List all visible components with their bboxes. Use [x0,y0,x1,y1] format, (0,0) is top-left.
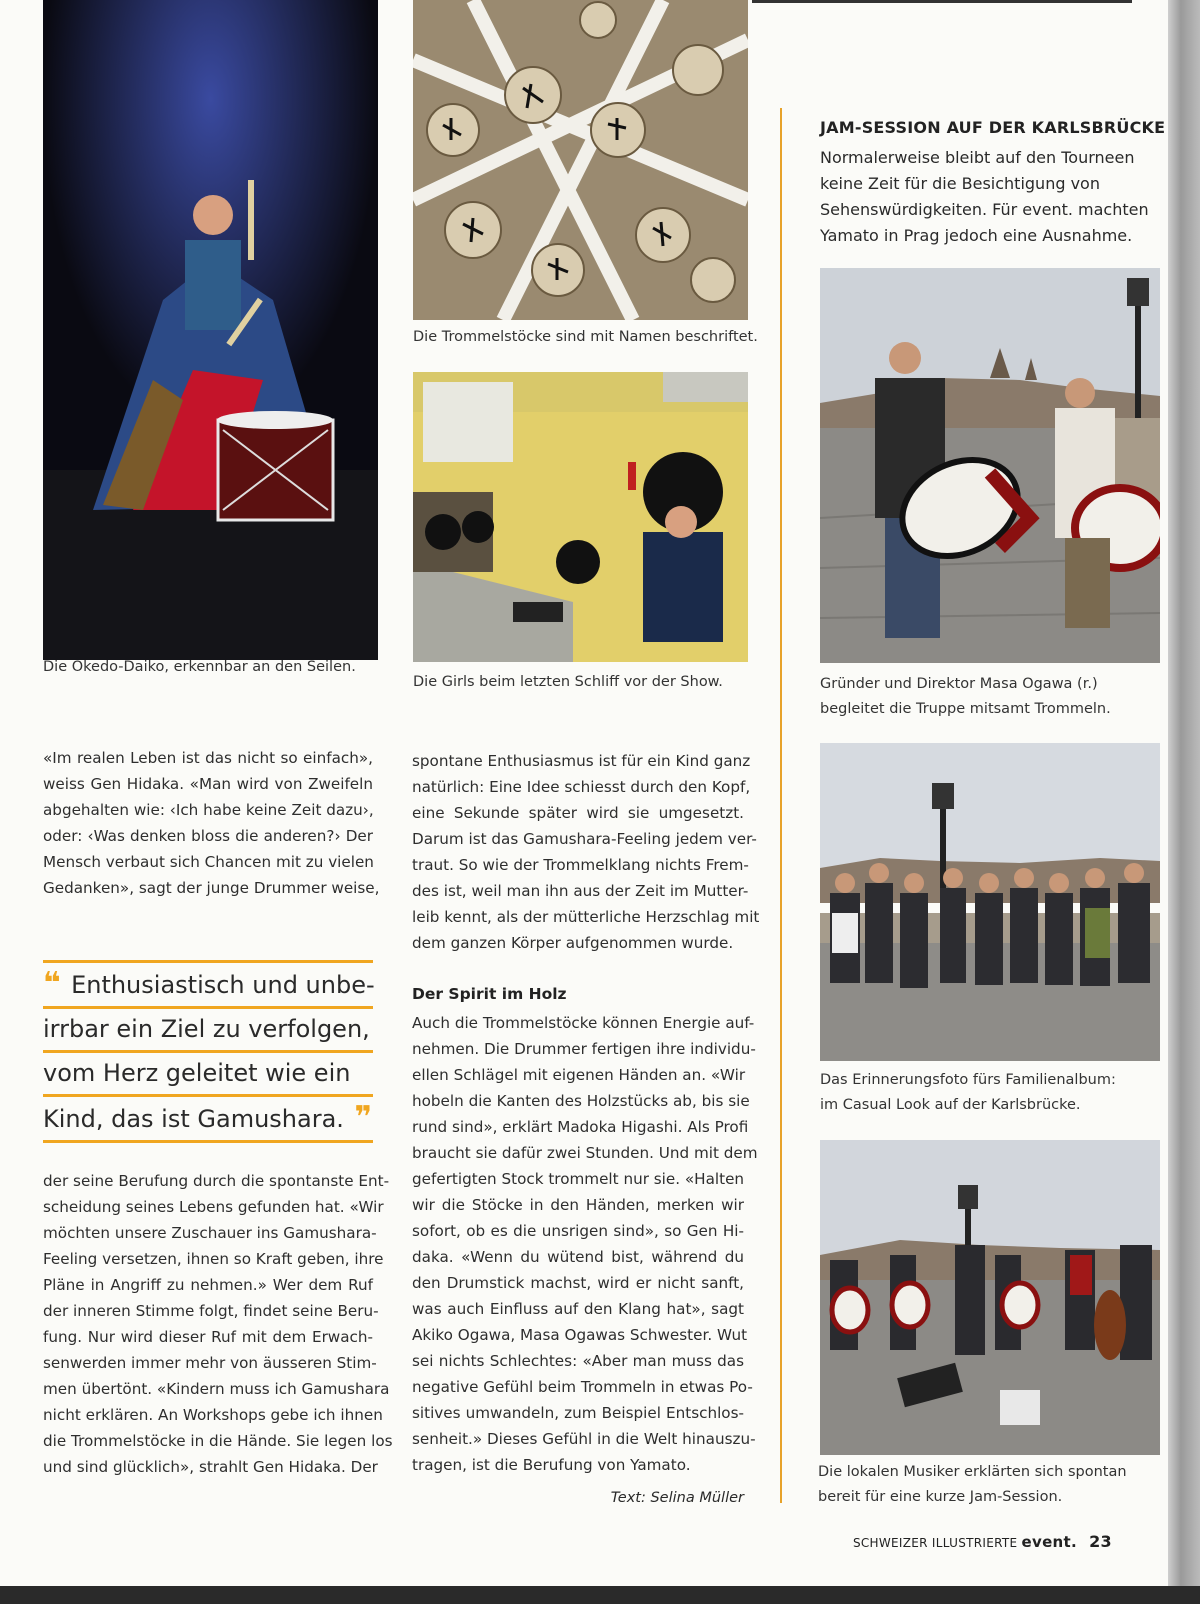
caption-line: im Casual Look auf der Karlsbrücke. [820,1097,1081,1113]
sidebar-rule [780,108,782,1503]
text-line: fung. Nur wird dieser Ruf mit dem Erwach- [43,1328,373,1346]
text-line: wir die Stöcke in den Händen, merken wir [412,1196,744,1214]
text-line: Mensch verbaut sich Chancen mit zu vielen [43,853,374,871]
pull-quote-line [43,960,373,1006]
caption-photo4 [820,672,1111,722]
text-line: sei nichts Schlechtes: «Aber man muss das [412,1352,744,1370]
text-line: ellen Schlägel mit eigenen Händen an. «Wir [412,1066,746,1084]
page-binding-edge [1168,0,1200,1604]
text-line: gefertigten Stock trommelt nur sie. «Halten [412,1170,745,1188]
text-line: daka. «Wenn du wütend bist, während du [412,1248,744,1266]
text-line: und sind glücklich», strahlt Gen Hidaka. Der [43,1458,378,1476]
sidebar-title: JAM-SESSION AUF DER KARLSBRÜCKE [820,118,1166,137]
caption-line: begleitet die Truppe mitsamt Trommeln. [820,701,1111,717]
pull-quote-text: Kind, das ist Gamushara. [43,1105,344,1133]
group-photo [820,743,1160,1061]
caption-photo3: Die Girls beim letzten Schliff vor der Show. [413,674,723,690]
jam-session-photo [820,1140,1160,1455]
page-bottom-edge [0,1586,1200,1604]
text-line: Pläne in Angriff zu nehmen.» Wer dem Ruf [43,1276,373,1294]
subheading: Der Spirit im Holz [412,985,567,1003]
text-line: der seine Berufung durch die spontanste Ent- [43,1172,390,1190]
bridge-drummers-photo [820,268,1160,663]
text-line: abgehalten wie: ‹Ich habe keine Zeit dazu›, [43,801,374,819]
text-line: senwerden immer mehr von äusseren Stim- [43,1354,377,1372]
caption-photo2: Die Trommelstöcke sind mit Namen beschriftet. [413,329,758,345]
text-line: des ist, weil man ihn aus der Zeit im Mutter- [412,882,749,900]
text-line: Akiko Ogawa, Masa Ogawas Schwester. Wut [412,1326,748,1344]
text-line: dem ganzen Körper aufgenommen wurde. [412,934,734,952]
sidebar-intro [820,145,1150,249]
pull-quote-line: vom Herz geleitet wie ein [43,1050,373,1094]
text-line: traut. So wie der Trommelklang nichts Frem- [412,856,749,874]
text-line: Normalerweise bleibt auf den Tourneen [820,148,1135,167]
magazine-name: SCHWEIZER ILLUSTRIERTE [852,1536,1018,1550]
text-line: rund sind», erklärt Madoka Higashi. Als Profi [412,1118,749,1136]
dressing-room-photo [413,372,748,662]
drummer-stage-photo [43,0,378,660]
pull-quote-line: irrbar ein Ziel zu verfolgen, [43,1006,373,1050]
caption-line: Gründer und Direktor Masa Ogawa (r.) [820,676,1098,692]
text-line: tragen, ist die Berufung von Yamato. [412,1456,691,1474]
caption-line: Die lokalen Musiker erklärten sich spontan [818,1464,1127,1480]
text-line: Yamato in Prag jedoch eine Ausnahme. [820,226,1133,245]
caption-line: bereit für eine kurze Jam-Session. [818,1489,1063,1505]
text-line: den Drumstick machst, wird er nicht sanft, [412,1274,744,1292]
column2-top-text [412,748,760,956]
text-line: leib kennt, als der mütterliche Herzschlag mit [412,908,760,926]
open-quote-icon: ❝ [43,966,72,1001]
text-line: eine Sekunde später wird sie umgesetzt. [412,804,744,822]
page-number: 23 [1089,1532,1112,1551]
caption-photo1: Die Okedo-Daiko, erkennbar an den Seilen. [43,659,356,675]
text-line: hobeln die Kanten des Holzstücks ab, bis sie [412,1092,750,1110]
column1-bottom-text [43,1168,393,1480]
drumsticks-photo [413,0,748,320]
page-top-edge [752,0,1132,3]
caption-photo6 [818,1460,1127,1510]
pull-quote-line [43,1094,373,1143]
text-line: Gedanken», sagt der junge Drummer weise, [43,879,380,897]
text-line: scheidung seines Lebens gefunden hat. «Wir [43,1198,384,1216]
text-line: der inneren Stimme folgt, findet seine Beru- [43,1302,379,1320]
text-line: möchten unsere Zuschauer ins Gamushara- [43,1224,377,1242]
text-line: Sehenswürdigkeiten. Für event. machten [820,200,1149,219]
column1-top-text [43,745,380,901]
caption-photo5 [820,1068,1116,1118]
text-line: oder: ‹Was denken bloss die anderen?› Der [43,827,373,845]
column2-bottom-text [412,1010,758,1478]
text-line: «Im realen Leben ist das nicht so einfach», [43,749,373,767]
text-line: braucht sie dafür zwei Stunden. Und mit dem [412,1144,758,1162]
pull-quote-text: Enthusiastisch und unbe- [71,971,375,999]
page-footer [853,1532,1112,1551]
section-name: event. [1021,1533,1077,1551]
text-line: sofort, ob es die unsrigen sind», so Gen Hi- [412,1222,744,1240]
text-line: Auch die Trommelstöcke können Energie auf- [412,1014,755,1032]
text-line: spontane Enthusiasmus ist für ein Kind ganz [412,752,751,770]
text-line: Feeling versetzen, ihnen so Kraft geben, ihre [43,1250,384,1268]
text-line: nehmen. Die Drummer fertigen ihre individu- [412,1040,756,1058]
text-line: nicht erklären. An Workshops gebe ich ihnen [43,1406,383,1424]
text-line: natürlich: Eine Idee schiesst durch den Kopf, [412,778,751,796]
text-line: was auch Einfluss auf den Klang hat», sagt [412,1300,744,1318]
text-line: men übertönt. «Kindern muss ich Gamushara [43,1380,390,1398]
text-line: negative Gefühl beim Trommeln in etwas Po- [412,1378,753,1396]
pull-quote [43,960,373,1143]
author-credit: Text: Selina Müller [610,1490,744,1506]
text-line: sitives umwandeln, zum Beispiel Entschlos- [412,1404,744,1422]
caption-line: Das Erinnerungsfoto fürs Familienalbum: [820,1072,1116,1088]
text-line: Darum ist das Gamushara-Feeling jedem ver- [412,830,757,848]
text-line: weiss Gen Hidaka. «Man wird von Zweifeln [43,775,373,793]
close-quote-icon: ❞ [343,1100,372,1135]
text-line: die Trommelstöcke in die Hände. Sie legen los [43,1432,393,1450]
text-line: senheit.» Dieses Gefühl in die Welt hinauszu- [412,1430,756,1448]
text-line: keine Zeit für die Besichtigung von [820,174,1100,193]
